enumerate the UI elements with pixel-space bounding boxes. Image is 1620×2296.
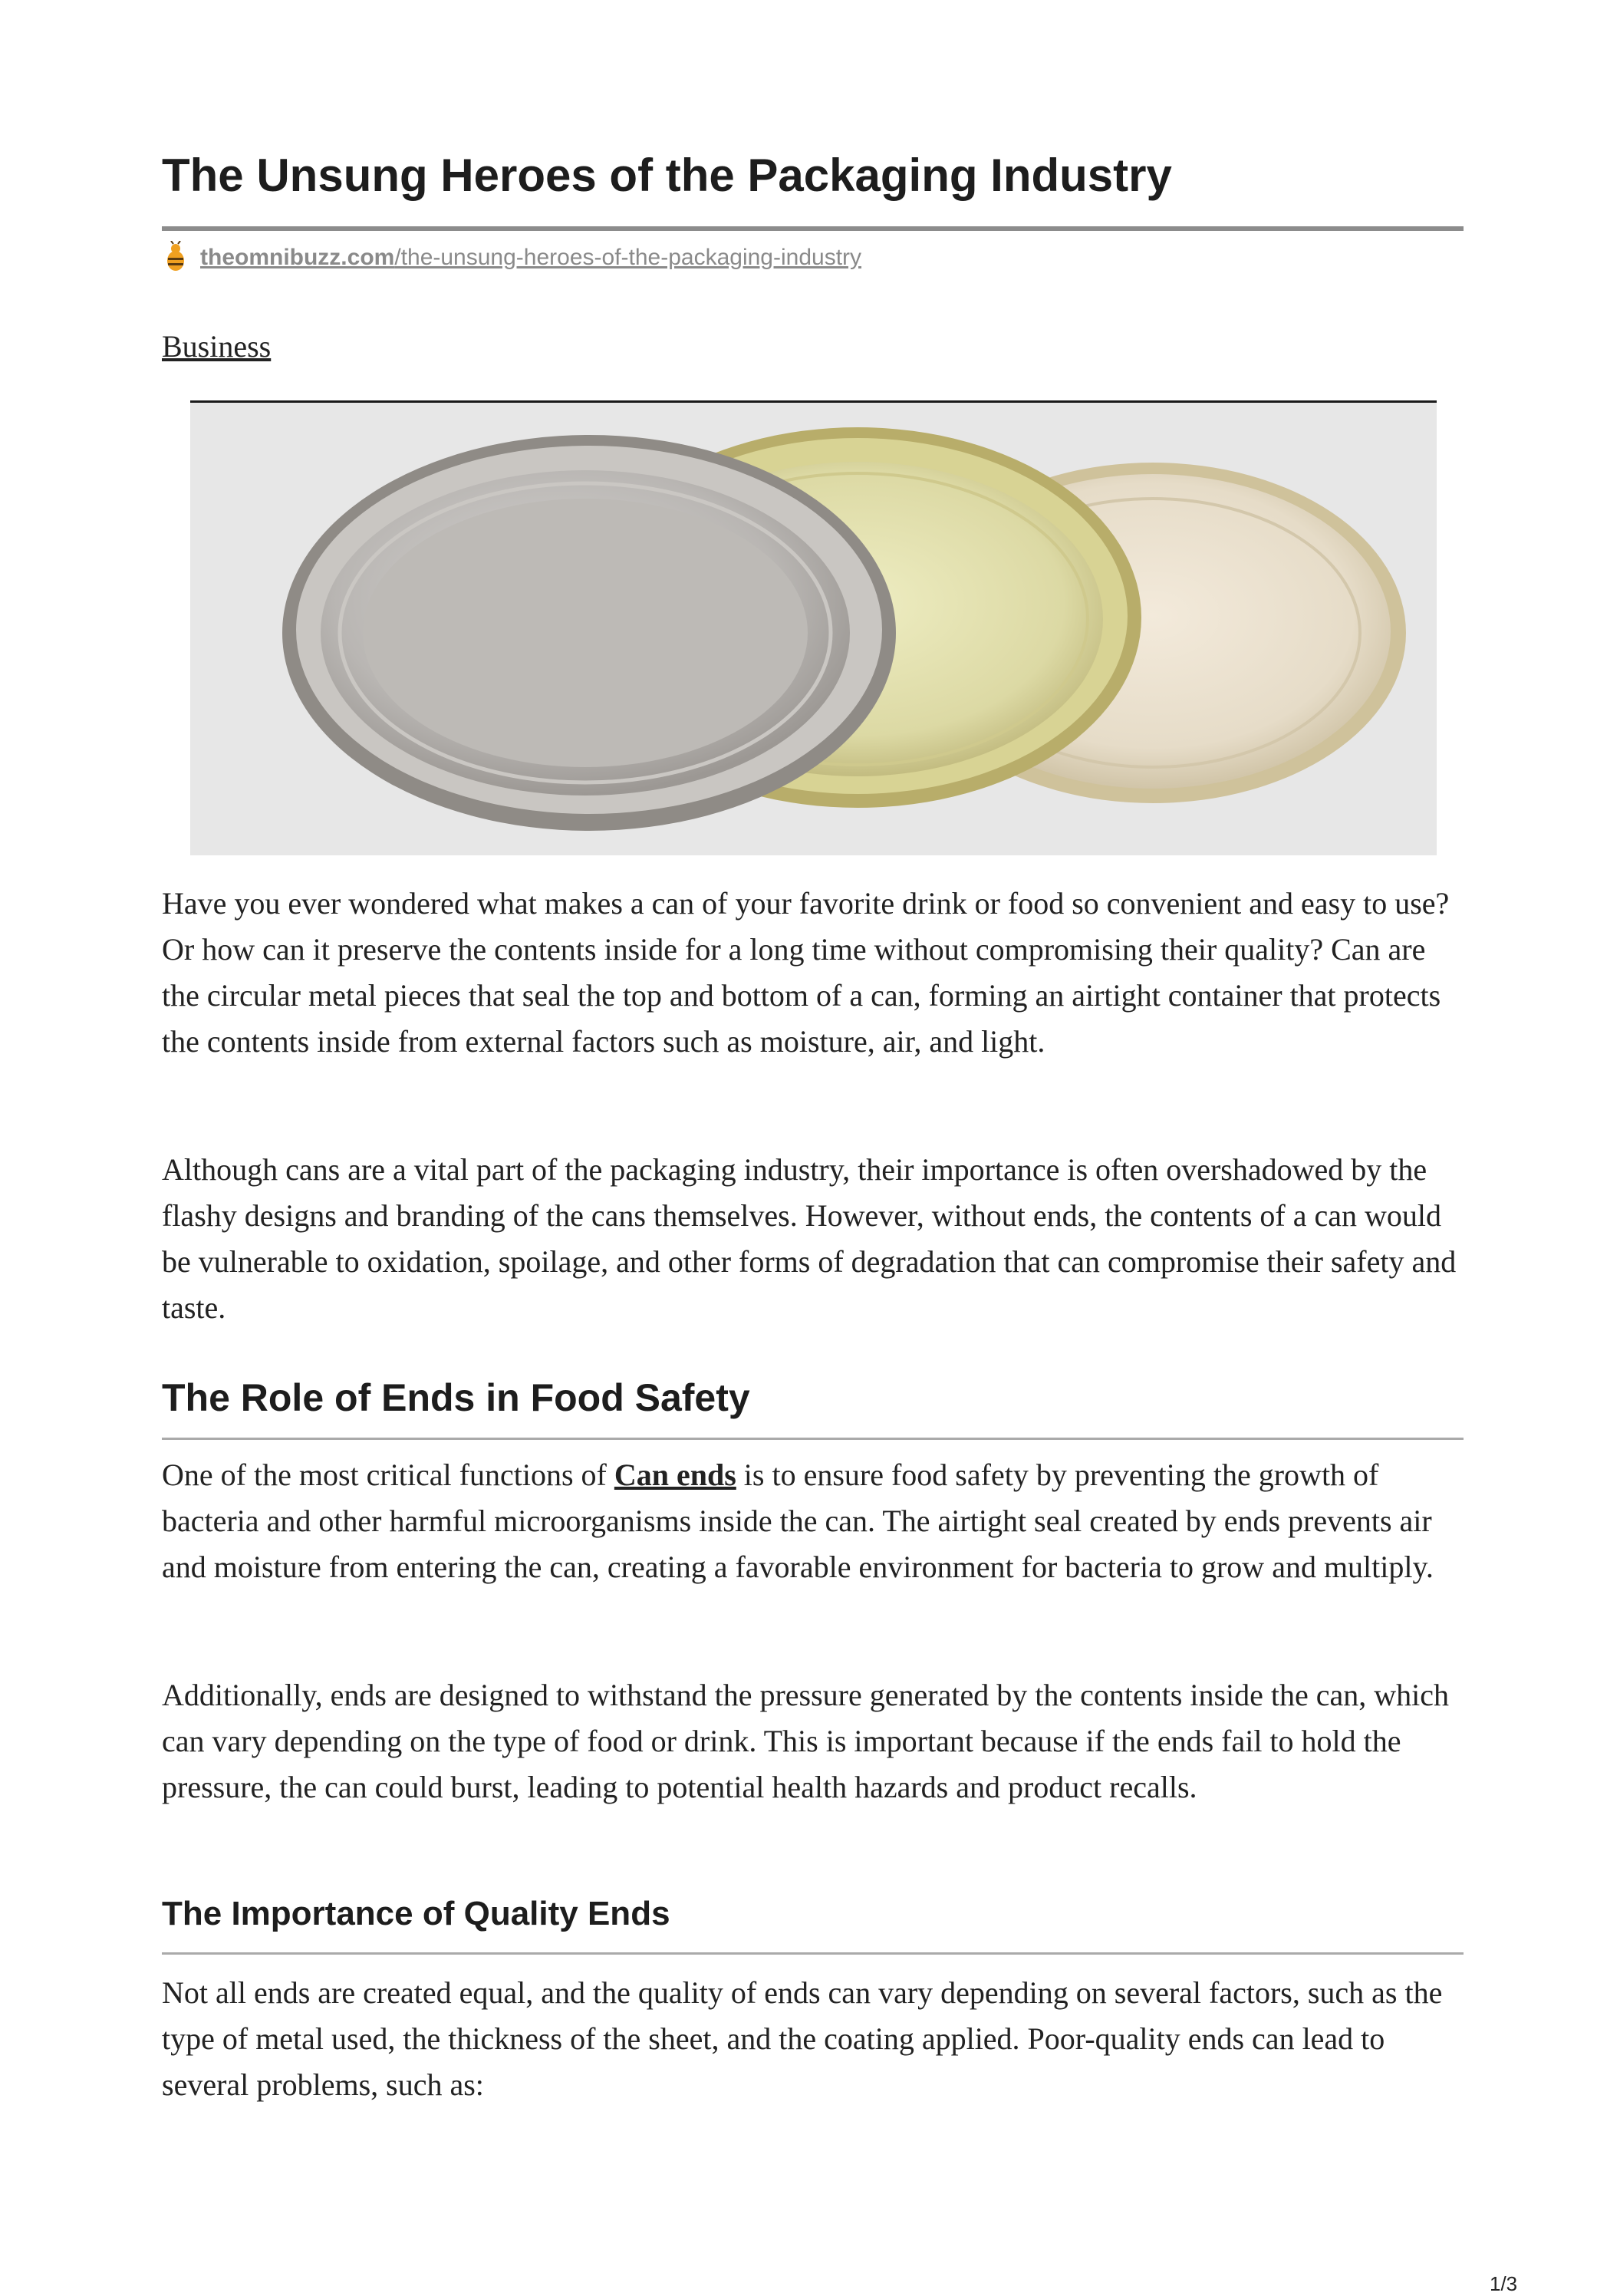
section-divider	[162, 1438, 1464, 1440]
title-divider	[162, 226, 1464, 231]
paragraph-importance: Although cans are a vital part of the packaging industry, their importance is often overshadowed by the flashy designs and branding of the cans themselves. However, without ends, the contents of a can would be vulnerable to oxidation, spoilage, and other forms of degradation that can compromise their safety and taste.	[162, 1152, 1457, 1325]
paragraph-text: is to ensure food safety by preventing the growth of bacteria and other harmful microorganisms inside the can. The airtight seal created by ends prevents air and moisture from entering the can, creating a favorable environment for bacteria to grow and multiply.	[162, 1458, 1434, 1584]
can-ends-link[interactable]: Can ends	[614, 1458, 736, 1492]
paragraph-text: One of the most critical functions of	[162, 1458, 614, 1492]
section-heading-food-safety: The Role of Ends in Food Safety	[162, 1376, 750, 1419]
paragraph-quality: Not all ends are created equal, and the quality of ends can vary depending on several factors, such as the type of metal used, the thickness of the sheet, and the coating applied. Poor-quality ends can lead to several problems, such as:	[162, 1975, 1443, 2102]
bee-logo-icon	[162, 241, 189, 275]
paragraph-pressure: Additionally, ends are designed to withstand the pressure generated by the contents inside the can, which can vary depending on the type of food or drink. This is important because if the ends fail to hold the pressure, the can could burst, leading to potential health hazards and product recalls.	[162, 1678, 1450, 1804]
source-link[interactable]	[200, 245, 861, 271]
section-heading-quality: The Importance of Quality Ends	[162, 1895, 670, 1932]
hero-image	[190, 400, 1437, 855]
category-link[interactable]: Business	[162, 329, 272, 364]
paragraph-intro: Have you ever wondered what makes a can of your favorite drink or food so convenient and easy to use? Or how can it preserve the contents inside for a long time without compromising their quality? Can are the circular metal pieces that seal the top and bottom of a can, forming an airtight container that protects the contents inside from external factors such as moisture, air, and light.	[162, 886, 1450, 1059]
source-domain: theomnibuzz.com	[200, 245, 395, 270]
article-title: The Unsung Heroes of the Packaging Industry	[162, 150, 1172, 201]
page-number: 1/3	[1490, 2272, 1518, 2295]
source-path: /the-unsung-heroes-of-the-packaging-industry	[394, 245, 862, 270]
section-divider	[162, 1952, 1464, 1955]
paragraph-food-safety	[162, 1452, 1464, 1590]
source-line	[162, 241, 861, 275]
